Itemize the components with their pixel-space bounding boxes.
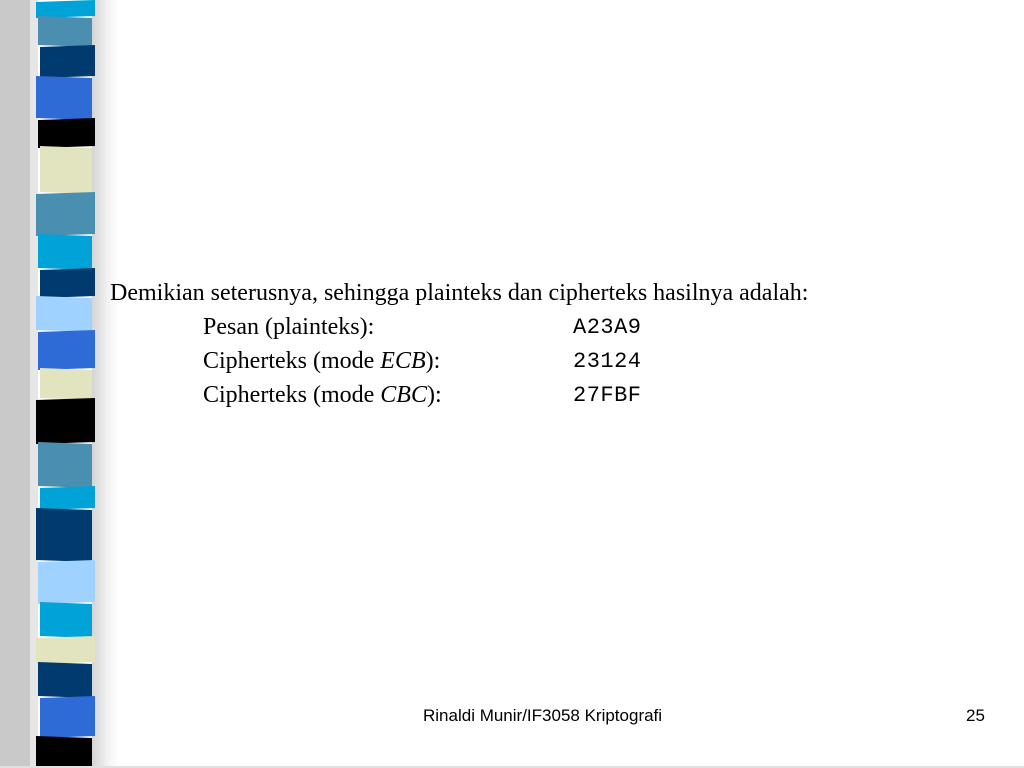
intro-text: Demikian seterusnya, sehingga plainteks dan cipherteks hasilnya adalah: xyxy=(110,280,809,306)
stripe-segment xyxy=(38,442,92,488)
stripe-segment xyxy=(40,602,92,638)
result-row-plaintext xyxy=(110,310,990,344)
row-label: Cipherteks (mode CBC): xyxy=(203,382,442,408)
row-value: 27FBF xyxy=(573,383,642,408)
decorative-stripe-bar xyxy=(0,0,112,768)
stripe-segment xyxy=(40,368,92,400)
stripe-segment xyxy=(36,192,95,236)
result-row-ecb xyxy=(110,344,990,378)
slide-body xyxy=(110,276,990,412)
stripe-segment xyxy=(36,636,95,664)
stripe-segment xyxy=(38,118,95,148)
stripe-segment xyxy=(36,296,92,332)
stripe-segment xyxy=(36,0,95,18)
stripe-segment xyxy=(38,330,95,370)
stripe-segment xyxy=(38,662,92,698)
stripe-segment xyxy=(40,146,92,194)
stripe-segment xyxy=(40,45,95,78)
stripe-segment xyxy=(38,234,92,270)
stripe-segment xyxy=(36,76,92,120)
stripe-segment xyxy=(36,398,95,444)
footer-author: Rinaldi Munir/IF3058 Kriptografi xyxy=(423,706,663,725)
result-row-cbc xyxy=(110,378,990,412)
row-label: Pesan (plainteks): xyxy=(203,314,375,340)
stripe-segment xyxy=(36,508,92,562)
row-label: Cipherteks (mode ECB): xyxy=(203,348,441,374)
row-value: 23124 xyxy=(573,349,642,374)
stripe-segment xyxy=(36,736,92,768)
stripe-segment xyxy=(40,268,95,298)
stripe-segment xyxy=(40,486,95,510)
stripe-segment xyxy=(40,696,95,738)
stripe-segment xyxy=(38,16,92,47)
stripe-segment xyxy=(38,560,95,604)
page-number: 25 xyxy=(966,706,985,725)
row-value: A23A9 xyxy=(573,315,642,340)
